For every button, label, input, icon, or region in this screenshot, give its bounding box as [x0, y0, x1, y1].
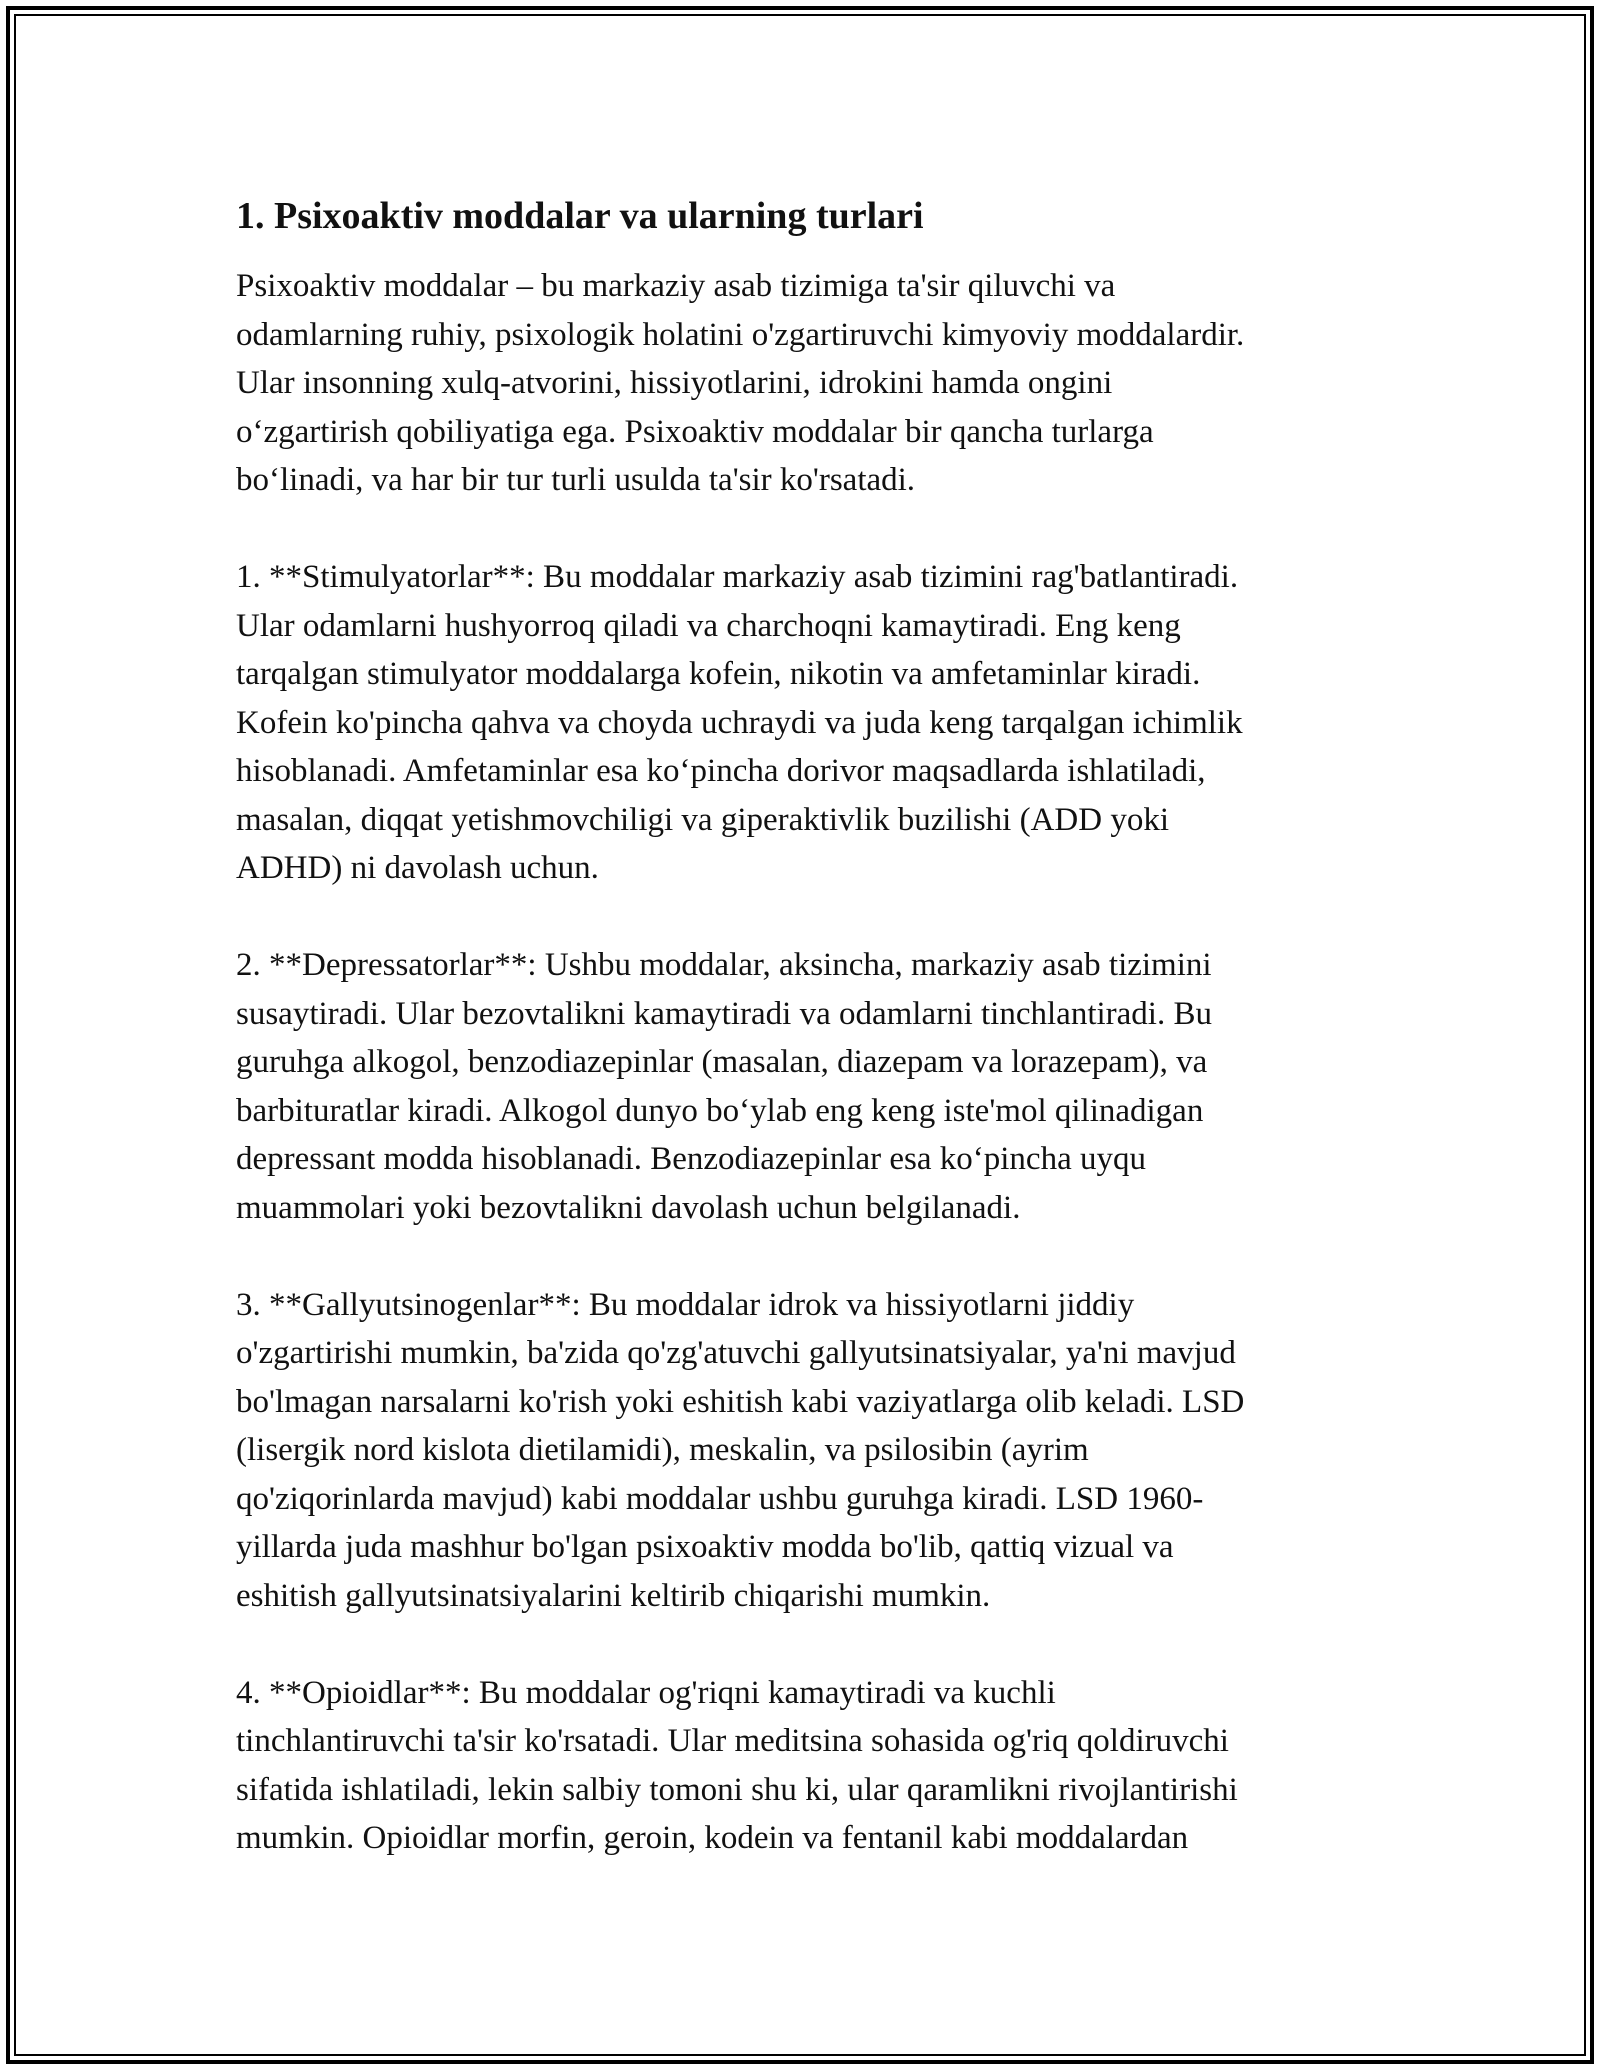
text-line: muammolari yoki bezovtalikni davolash uchun belgilanadi. — [236, 1189, 1021, 1226]
text-line: depressant modda hisoblanadi. Benzodiazepinlar esa ko‘pincha uyqu — [236, 1141, 1146, 1177]
depressatorlar-paragraph — [236, 941, 1366, 1232]
text-line: Ular insonning xulq-atvorini, hissiyotlarini, idrokini hamda ongini — [236, 365, 1113, 401]
text-line: eshitish gallyutsinatsiyalarini keltirib chiqarishi mumkin. — [236, 1577, 991, 1614]
document-title: 1. Psixoaktiv moddalar va ularning turlari — [236, 195, 924, 237]
text-line: barbituratlar kiradi. Alkogol dunyo bo‘ylab eng keng iste'mol qilinadigan — [236, 1092, 1204, 1129]
text-line: bo‘linadi, va har bir tur turli usulda ta'sir ko'rsatadi. — [236, 462, 916, 498]
text-line: susaytiradi. Ular bezovtalikni kamaytiradi va odamlarni tinchlantiradi. Bu — [236, 995, 1212, 1032]
text-line: 4. **Opioidlar**: Bu moddalar og'riqni kamaytiradi va kuchli — [236, 1674, 1056, 1711]
document-body — [236, 182, 1366, 1911]
text-line: guruhga alkogol, benzodiazepinlar (masalan, diazepam va lorazepam), va — [236, 1044, 1208, 1080]
text-line: 2. **Depressatorlar**: Ushbu moddalar, aksincha, markaziy asab tizimini — [236, 947, 1212, 983]
text-line: Kofein ko'pincha qahva va choyda uchraydi va juda keng tarqalgan ichimlik — [236, 704, 1243, 741]
text-line: tarqalgan stimulyator moddalarga kofein, nikotin va amfetaminlar kiradi. — [236, 656, 1201, 692]
intro-paragraph — [236, 262, 1366, 505]
text-line: Ular odamlarni hushyorroq qiladi va charchoqni kamaytiradi. Eng keng — [236, 607, 1181, 644]
opioidlar-paragraph — [236, 1669, 1366, 1863]
text-line: ADHD) ni davolash uchun. — [236, 850, 599, 886]
text-line: qo'ziqorinlarda mavjud) kabi moddalar ushbu guruhga kiradi. LSD 1960- — [236, 1480, 1204, 1517]
text-line: yillarda juda mashhur bo'lgan psixoaktiv modda bo'lib, qattiq vizual va — [236, 1529, 1174, 1565]
text-line: hisoblanadi. Amfetaminlar esa ko‘pincha dorivor maqsadlarda ishlatiladi, — [236, 753, 1206, 789]
text-line: bo'lmagan narsalarni ko'rish yoki eshitish kabi vaziyatlarga olib keladi. LSD — [236, 1383, 1245, 1420]
text-line: 3. **Gallyutsinogenlar**: Bu moddalar idrok va hissiyotlarni jiddiy — [236, 1286, 1135, 1323]
gallyutsinogenlar-paragraph — [236, 1281, 1366, 1621]
text-line: odamlarning ruhiy, psixologik holatini o'zgartiruvchi kimyoviy moddalardir. — [236, 316, 1245, 353]
text-line: tinchlantiruvchi ta'sir ko'rsatadi. Ular meditsina sohasida og'riq qoldiruvchi — [236, 1723, 1229, 1759]
paragraph-list — [236, 262, 1366, 1863]
text-line: o'zgartirishi mumkin, ba'zida qo'zg'atuvchi gallyutsinatsiyalar, ya'ni mavjud — [236, 1335, 1236, 1371]
text-line: o‘zgartirish qobiliyatiga ega. Psixoaktiv moddalar bir qancha turlarga — [236, 413, 1154, 450]
text-line: masalan, diqqat yetishmovchiligi va giperaktivlik buzilishi (ADD yoki — [236, 801, 1170, 838]
stimulyatorlar-paragraph — [236, 553, 1366, 893]
text-line: sifatida ishlatiladi, lekin salbiy tomoni shu ki, ular qaramlikni rivojlantirishi — [236, 1771, 1238, 1808]
text-line: 1. **Stimulyatorlar**: Bu moddalar markaziy asab tizimini rag'batlantiradi. — [236, 559, 1239, 595]
text-line: mumkin. Opioidlar morfin, geroin, kodein va fentanil kabi moddalardan — [236, 1820, 1189, 1856]
text-line: (lisergik nord kislota dietilamidi), meskalin, va psilosibin (ayrim — [236, 1432, 1089, 1468]
text-line: Psixoaktiv moddalar – bu markaziy asab tizimiga ta'sir qiluvchi va — [236, 268, 1116, 304]
